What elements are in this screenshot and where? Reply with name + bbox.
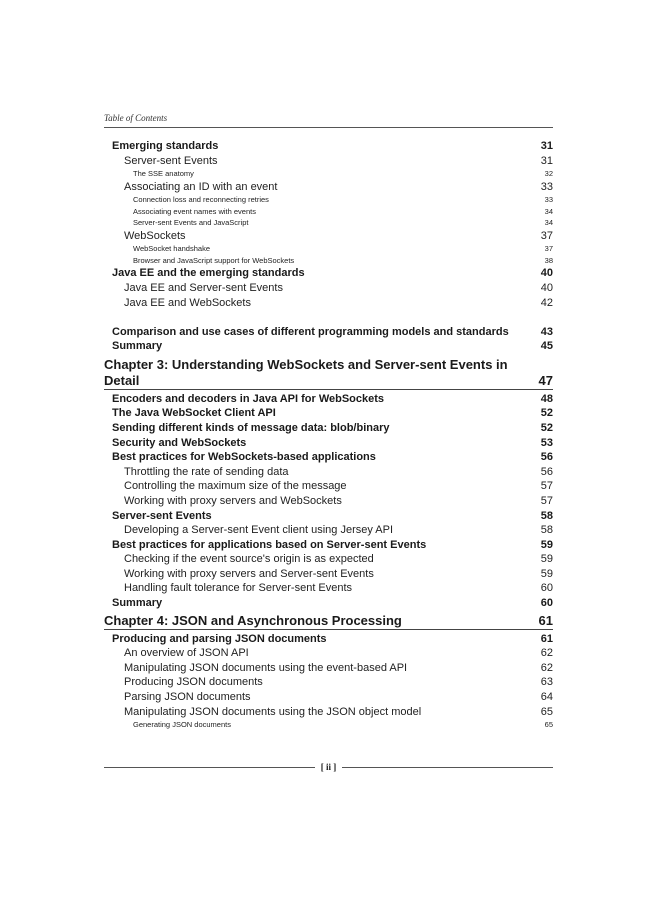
toc-entry-page: 63 [540,676,553,689]
toc-subsection-entry[interactable] [104,494,553,509]
toc-entry-title: Associating event names with events [133,206,256,216]
toc-entry-page: 42 [540,296,553,309]
toc-subsection-entry[interactable] [104,479,553,494]
toc-subsection-entry[interactable] [104,281,553,296]
toc-entry-page: 31 [540,154,553,167]
toc-section-entry[interactable] [104,450,553,465]
toc-entry-title: Chapter 4: JSON and Asynchronous Processing [104,612,402,628]
toc-chapter-entry[interactable] [104,354,553,390]
toc-entry-title: Java EE and Server-sent Events [124,281,283,294]
toc-entry-page: 37 [540,229,553,242]
toc-subsubsection-entry[interactable] [104,217,553,229]
toc-entry-page: 48 [540,392,553,405]
toc-section-entry[interactable] [104,266,553,281]
toc-entry-page: 64 [540,691,553,704]
toc-entry-page: 60 [540,597,553,610]
toc-entry-page: 34 [544,218,553,228]
toc-section-entry[interactable] [104,139,553,154]
toc-entry-page: 58 [540,524,553,537]
toc-subsection-entry[interactable] [104,675,553,690]
toc-entry-page: 33 [544,195,553,205]
toc-entry-title: Chapter 3: Understanding WebSockets and Server-sent Events in Detail [104,356,508,388]
toc-entry-title: Emerging standards [112,140,219,152]
toc-entry-page: 56 [540,465,553,478]
toc-entry-title: Controlling the maximum size of the message [124,480,347,493]
toc-entry-page: 65 [540,705,553,718]
toc-subsection-entry[interactable] [104,581,553,596]
toc-entry-page: 57 [540,480,553,493]
toc-entry-title: Server-sent Events [112,509,212,522]
toc-entry-title: Connection loss and reconnecting retries [133,195,269,205]
page-number: [ ii ] [320,762,337,772]
toc-section-entry[interactable] [104,632,553,647]
toc-entry-title: The Java WebSocket Client API [112,407,276,420]
toc-subsection-entry[interactable] [104,465,553,480]
toc-entry-page: 59 [540,538,553,551]
toc-entry-title: Server-sent Events [124,154,218,167]
toc-entry-title: Security and WebSockets [112,436,247,449]
table-of-contents [104,139,553,731]
toc-entry-title: Handling fault tolerance for Server-sent Events [124,582,353,595]
toc-subsection-entry[interactable] [104,661,553,676]
toc-entry-title: Producing JSON documents [124,676,263,689]
toc-entry-title: Server-sent Events and JavaScript [133,218,249,228]
toc-entry-page: 31 [540,140,553,152]
toc-subsection-entry[interactable] [104,567,553,582]
toc-subsection-entry[interactable] [104,705,553,720]
toc-entry-title: Summary [112,597,163,610]
toc-subsection-entry[interactable] [104,180,553,195]
toc-entry-page: 47 [538,372,553,388]
toc-entry-title: Browser and JavaScript support for WebSockets [133,255,295,265]
toc-entry-title: Manipulating JSON documents using the event-based API [124,661,408,674]
toc-entry-title: Manipulating JSON documents using the JSON object model [124,705,422,718]
toc-entry-title: The SSE anatomy [133,169,194,179]
toc-entry-page: 57 [540,494,553,507]
toc-entry-page: 59 [540,567,553,580]
footer-rule-right [342,767,553,768]
toc-entry-page: 52 [540,407,553,420]
toc-entry-title: Encoders and decoders in Java API for WebSockets [112,392,385,405]
toc-entry-page: 45 [540,340,553,353]
toc-entry-title: An overview of JSON API [124,647,249,660]
toc-entry-title: WebSocket handshake [133,244,210,254]
toc-entry-page: 43 [540,325,553,338]
toc-entry-title: Generating JSON documents [133,720,231,730]
toc-subsection-entry[interactable] [104,154,553,169]
toc-entry-title: Working with proxy servers and WebSockets [124,494,342,507]
toc-entry-page: 62 [540,661,553,674]
toc-subsection-entry[interactable] [104,229,553,244]
toc-entry-page: 58 [540,509,553,522]
toc-subsection-entry[interactable] [104,296,553,311]
toc-subsubsection-entry[interactable] [104,243,553,255]
toc-entry-page: 56 [540,451,553,464]
toc-entry-title: Summary [112,340,163,353]
toc-entry-title: Java EE and WebSockets [124,296,251,309]
toc-subsubsection-entry[interactable] [104,255,553,267]
toc-entry-page: 62 [540,647,553,660]
toc-section-entry[interactable] [104,339,553,354]
toc-section-entry[interactable] [104,538,553,553]
toc-entry-title: Comparison and use cases of different programming models and standards [112,325,509,338]
toc-entry-page: 34 [544,206,553,216]
toc-entry-page: 61 [538,612,553,628]
toc-section-entry[interactable] [104,421,553,436]
toc-entry-page: 40 [540,267,553,280]
running-header: Table of Contents [104,113,168,123]
footer-rule-left [104,767,315,768]
toc-entry-title: WebSockets [124,229,186,242]
toc-subsection-entry[interactable] [104,646,553,661]
toc-subsubsection-entry[interactable] [104,194,553,206]
toc-entry-title: Parsing JSON documents [124,691,251,704]
toc-section-entry[interactable] [104,436,553,451]
toc-entry-title: Producing and parsing JSON documents [112,632,327,645]
toc-entry-page: 33 [540,180,553,193]
toc-entry-page: 40 [540,281,553,294]
toc-entry-page: 60 [540,582,553,595]
toc-entry-page: 52 [540,421,553,434]
toc-entry-title: Sending different kinds of message data: blob/binary [112,421,390,434]
toc-subsubsection-entry[interactable] [104,206,553,218]
toc-entry-page: 59 [540,553,553,566]
toc-entry-page: 37 [544,244,553,254]
toc-subsection-entry[interactable] [104,690,553,705]
toc-section-entry[interactable] [104,310,553,339]
header-rule [104,127,553,128]
toc-entry-page: 61 [540,632,553,645]
toc-section-entry[interactable] [104,392,553,407]
toc-section-entry[interactable] [104,406,553,421]
toc-entry-title: Best practices for WebSockets-based applications [112,451,376,464]
toc-entry-page: 65 [544,720,553,730]
toc-entry-title: Checking if the event source's origin is as expected [124,553,374,566]
toc-entry-title: Java EE and the emerging standards [112,267,305,280]
toc-entry-page: 53 [540,436,553,449]
toc-subsubsection-entry[interactable] [104,719,553,731]
toc-entry-title: Associating an ID with an event [124,180,278,193]
toc-subsection-entry[interactable] [104,552,553,567]
toc-entry-page: 38 [544,255,553,265]
toc-entry-title: Throttling the rate of sending data [124,465,289,478]
toc-entry-title: Best practices for applications based on Server-sent Events [112,538,427,551]
toc-entry-page: 32 [544,169,553,179]
toc-section-entry[interactable] [104,509,553,524]
toc-subsubsection-entry[interactable] [104,168,553,180]
toc-entry-title: Working with proxy servers and Server-sent Events [124,567,374,580]
page-footer [104,762,553,772]
toc-entry-title: Developing a Server-sent Event client using Jersey API [124,524,394,537]
toc-chapter-entry[interactable] [104,611,553,630]
toc-subsection-entry[interactable] [104,523,553,538]
toc-section-entry[interactable] [104,596,553,611]
